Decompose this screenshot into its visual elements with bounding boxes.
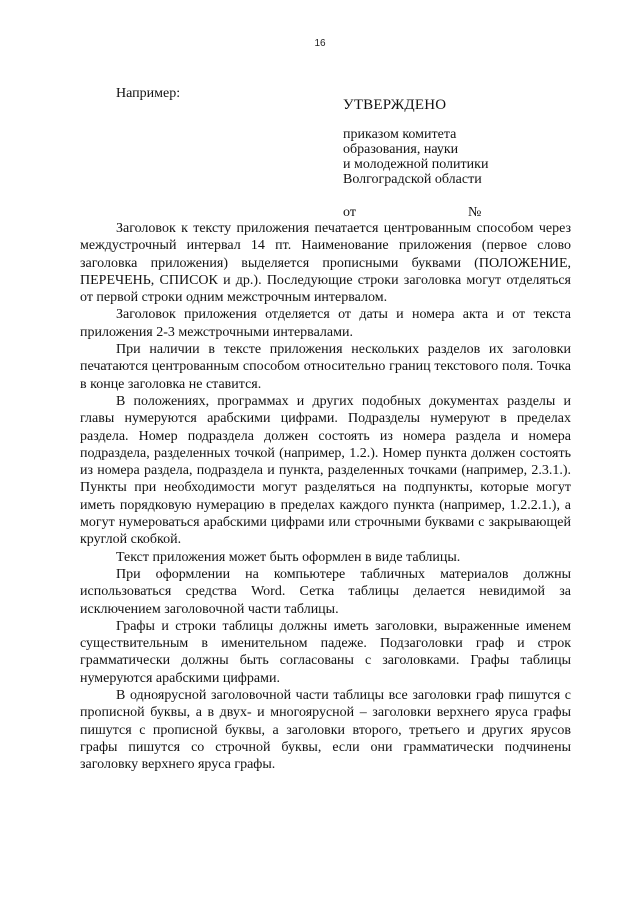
paragraph: Заголовок к тексту приложения печатается центрованным способом через междустрочный интервал 14 пт. Наименование приложения (первое слово заголовка приложения) выделяется прописными буквами (ПОЛОЖЕНИЕ, ПЕРЕЧЕНЬ, СПИСОК и др.). Последующие строки заголовка могут отделяться от первой строки одним межстрочным интервалом. [80, 221, 571, 306]
paragraph: В одноярусной заголовочной части таблицы все заголовки граф пишутся с прописной буквы, а в двух- и многоярусной – заголовки верхнего яруса графы пишутся с прописной буквы, а заголовки второго, третьего и других ярусов графы пишутся со строчной буквы, если они грамматически подчинены заголовку верхнего яруса графы. [80, 688, 571, 773]
from-label: от [343, 205, 356, 220]
date-number-row [343, 205, 493, 221]
approval-line: и молодежной политики [343, 157, 489, 172]
paragraph: При наличии в тексте приложения нескольких разделов их заголовки печатаются центрованным способом относительно границ текстового поля. Точка в конце заголовка не ставится. [80, 342, 571, 392]
number-label: № [468, 205, 482, 220]
approval-line: образования, науки [343, 142, 459, 157]
page-number: 16 [314, 38, 326, 49]
paragraph: Текст приложения может быть оформлен в виде таблицы. [116, 549, 461, 565]
example-label: Например: [116, 86, 181, 101]
approval-line: приказом комитета [343, 127, 457, 142]
approval-heading: УТВЕРЖДЕНО [343, 97, 447, 113]
approval-line: Волгоградской области [343, 172, 482, 187]
approval-block [343, 98, 493, 221]
paragraph: В положениях, программах и других подобных документах разделы и главы нумеруются арабскими цифрами. Подразделы нумеруют в пределах раздела. Номер подраздела должен состоять из номера раздела и номера подраздела, разделенных точкой (например, 1.2.). Номер пункта должен состоять из номера раздела, подраздела и пункта, разделенных точками (например, 2.3.1.). Пункты при необходимости могут разделяться на подпункты, которые могут иметь порядковую нумерацию в пределах каждого пункта (например, 1.2.2.1.), а могут нумероваться арабскими цифрами или строчными буквами с закрывающей круглой скобкой. [80, 393, 571, 548]
paragraph: Заголовок приложения отделяется от даты и номера акта и от текста приложения 2-3 межстрочными интервалами. [80, 307, 571, 340]
body-text [80, 220, 571, 774]
paragraph: При оформлении на компьютере табличных материалов должны использоваться средства Word. Сетка таблицы делается невидимой за исключением заголовочной части таблицы. [80, 566, 571, 617]
paragraph: Графы и строки таблицы должны иметь заголовки, выраженные именем существительным в именительном падеже. Подзаголовки граф и строк грамматически должны быть согласованы с заголовками. Графы таблицы нумеруются арабскими цифрами. [80, 618, 571, 686]
